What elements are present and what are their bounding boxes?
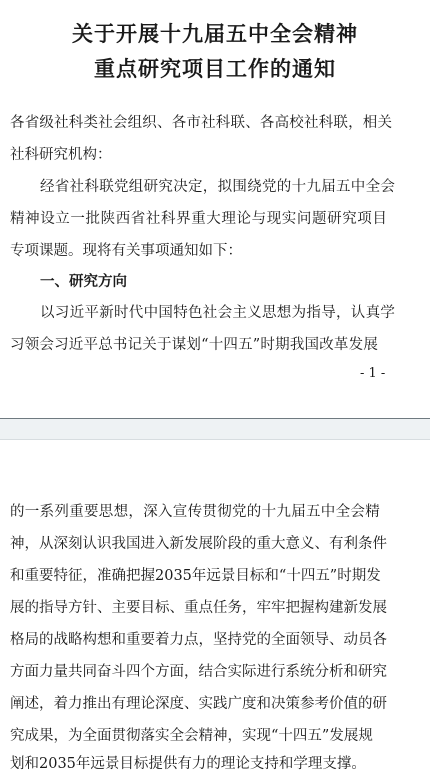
body-paragraph-2-line-3: 的一系列重要思想，深入宣传贯彻党的十九届五中全会精	[10, 504, 380, 520]
body-paragraph-2-line-4: 神，从深刻认识我国进入新发展阶段的重大意义、有利条件	[10, 536, 387, 552]
document-page-2	[0, 440, 430, 772]
body-paragraph-2-line-2: 习领会习近平总书记关于谋划“十四五”时期我国改革发展	[10, 337, 379, 353]
body-paragraph-1-line-3: 专项课题。现将有关事项通知如下：	[10, 243, 242, 259]
page-number: - 1 -	[360, 366, 386, 381]
section-heading-research-direction: 一、研究方向	[40, 273, 127, 290]
body-paragraph-2-line-9: 阐述，着力推出有理论深度、实践广度和决策参考价值的研	[10, 696, 387, 712]
body-paragraph-2-line-1: 以习近平新时代中国特色社会主义思想为指导，认真学	[40, 305, 396, 321]
body-paragraph-1-line-1: 经省社科联党组研究决定，拟围绕党的十九届五中全会	[40, 179, 396, 195]
body-paragraph-2-line-10: 究成果，为全面贯彻落实全会精神，实现“十四五”发展规	[10, 728, 373, 744]
document-title-line-2: 重点研究项目工作的通知	[94, 56, 336, 81]
document-title-line-1: 关于开展十九届五中全会精神	[72, 21, 358, 46]
body-paragraph-1-line-2: 精神设立一批陕西省社科界重大理论与现实问题研究项目	[10, 211, 388, 227]
body-paragraph-2-line-7: 格局的战略构想和重要着力点，坚持党的全面领导、动员各	[10, 632, 387, 648]
body-paragraph-2-line-8: 方面力量共同奋斗四个方面，结合实际进行系统分析和研究	[10, 664, 387, 680]
addressee-line-2: 社科研究机构：	[10, 147, 112, 163]
body-paragraph-2-line-5: 和重要特征，准确把握2035年远景目标和“十四五”时期发	[10, 568, 381, 584]
page-separator	[0, 418, 430, 440]
body-paragraph-2-line-6: 展的指导方针、主要目标、重点任务，牢牢把握构建新发展	[10, 600, 387, 616]
body-paragraph-2-line-11: 划和2035年远景目标提供有力的理论支持和学理支撑。	[10, 756, 366, 772]
addressee-line-1: 各省级社科类社会组织、各市社科联、各高校社科联，相关	[10, 115, 393, 131]
